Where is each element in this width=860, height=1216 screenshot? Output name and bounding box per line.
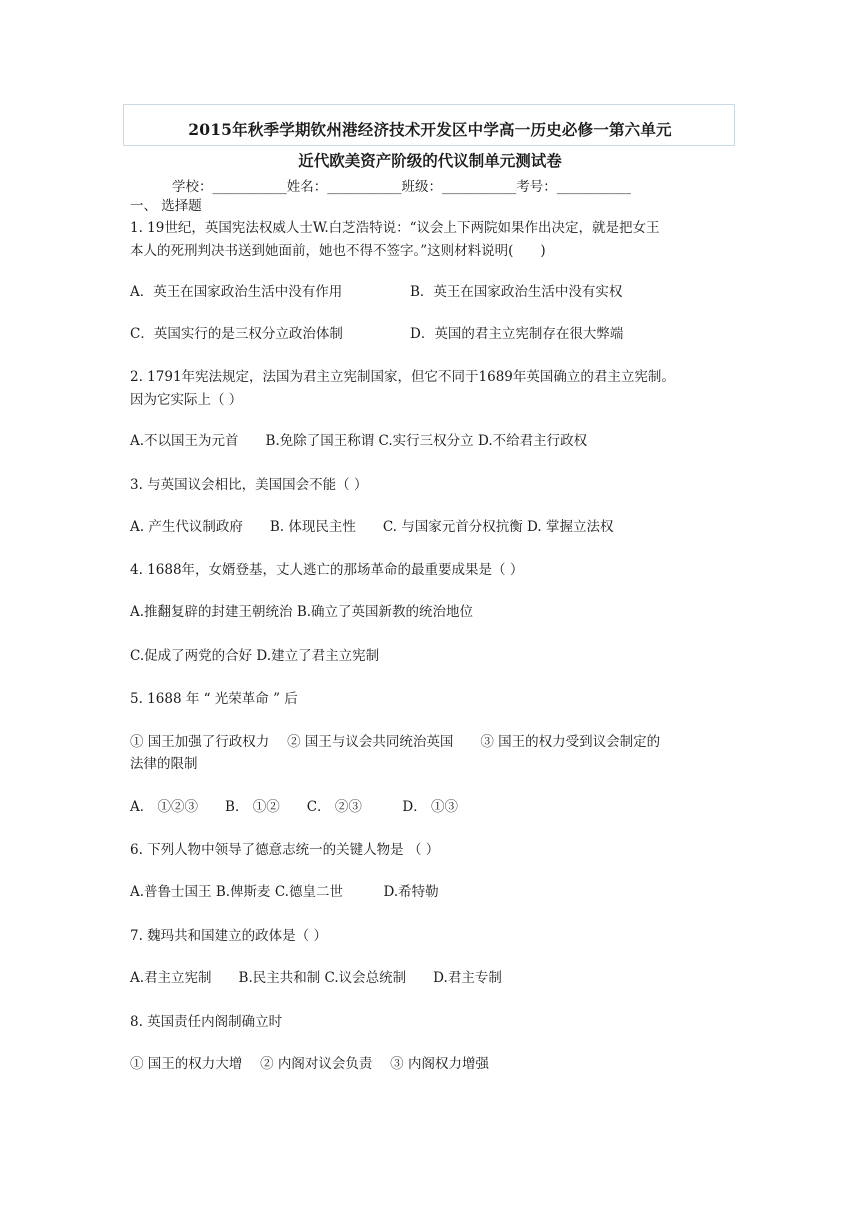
question-6-stem: 6. 下列人物中领导了德意志统一的关键人物是 （ ） xyxy=(130,842,440,858)
question-2-stem-line1: 2. 1791年宪法规定，法国为君主立宪制国家，但它不同于1689年英国确立的君主立宪制。 xyxy=(130,369,675,385)
question-4-options-line2: C.促成了两党的合好 D.建立了君主立宪制 xyxy=(130,648,380,664)
question-2-stem-line2: 因为它实际上（ ） xyxy=(130,392,243,408)
question-2-options: A.不以国王为元首 B.免除了国王称谓 C.实行三权分立 D.不给君主行政权 xyxy=(130,433,588,449)
question-5-options: A． ①②③ B． ①② C． ②③ D． ①③ xyxy=(130,799,458,815)
question-1-options-row2 xyxy=(130,323,740,345)
question-5-items-line2: 法律的限制 xyxy=(130,756,198,772)
question-8-items: ① 国王的权力大增 ② 内阁对议会负责 ③ 内阁权力增强 xyxy=(130,1056,489,1072)
question-8-stem: 8. 英国责任内阁制确立时 xyxy=(130,1014,283,1030)
section-heading: 一、 选择题 xyxy=(130,198,202,214)
question-1-stem-line1: 1. 19世纪，英国宪法权威人士W.白芝浩特说：“议会上下两院如果作出决定，就是把女王 xyxy=(130,220,660,236)
question-4-options-line1: A.推翻复辟的封建王朝统治 B.确立了英国新教的统治地位 xyxy=(130,604,474,620)
question-6-options: A.普鲁士国王 B.俾斯麦 C.德皇二世 D.希特勒 xyxy=(130,884,439,900)
question-3-options: A. 产生代议制政府 B. 体现民主性 C. 与国家元首分权抗衡 D. 掌握立法权 xyxy=(130,519,614,535)
exam-title-line2: 近代欧美资产阶级的代议制单元测试卷 xyxy=(298,151,562,170)
question-1-option-c: C．英国实行的是三权分立政治体制 xyxy=(130,326,343,342)
question-7-stem: 7. 魏玛共和国建立的政体是（ ） xyxy=(130,928,327,944)
question-4-stem: 4. 1688年，女婿登基，丈人逃亡的那场革命的最重要成果是（ ） xyxy=(130,562,524,578)
question-1-options-row1 xyxy=(130,281,740,303)
question-5-stem: 5. 1688 年 “ 光荣革命 ” 后 xyxy=(130,691,298,707)
question-1-option-a: A．英王在国家政治生活中没有作用 xyxy=(130,284,343,300)
question-5-items-line1: ① 国王加强了行政权力 ② 国王与议会共同统治英国 ③ 国王的权力受到议会制定的 xyxy=(130,734,661,750)
question-1-option-d: D．英国的君主立宪制存在很大弊端 xyxy=(410,326,624,342)
exam-title-line1: 2015年秋季学期钦州港经济技术开发区中学高一历史必修一第六单元 xyxy=(188,120,672,139)
question-3-stem: 3. 与英国议会相比，美国国会不能（ ） xyxy=(130,477,368,493)
question-1-stem-line2: 本人的死刑判决书送到她面前，她也不得不签字。”这则材料说明( ) xyxy=(130,243,546,259)
question-1-option-b: B．英王在国家政治生活中没有实权 xyxy=(410,284,623,300)
question-7-options: A.君主立宪制 B.民主共和制 C.议会总统制 D.君主专制 xyxy=(130,970,502,986)
student-info-line: 学校：___________姓名：___________班级：___________考号：___________ xyxy=(172,179,631,195)
